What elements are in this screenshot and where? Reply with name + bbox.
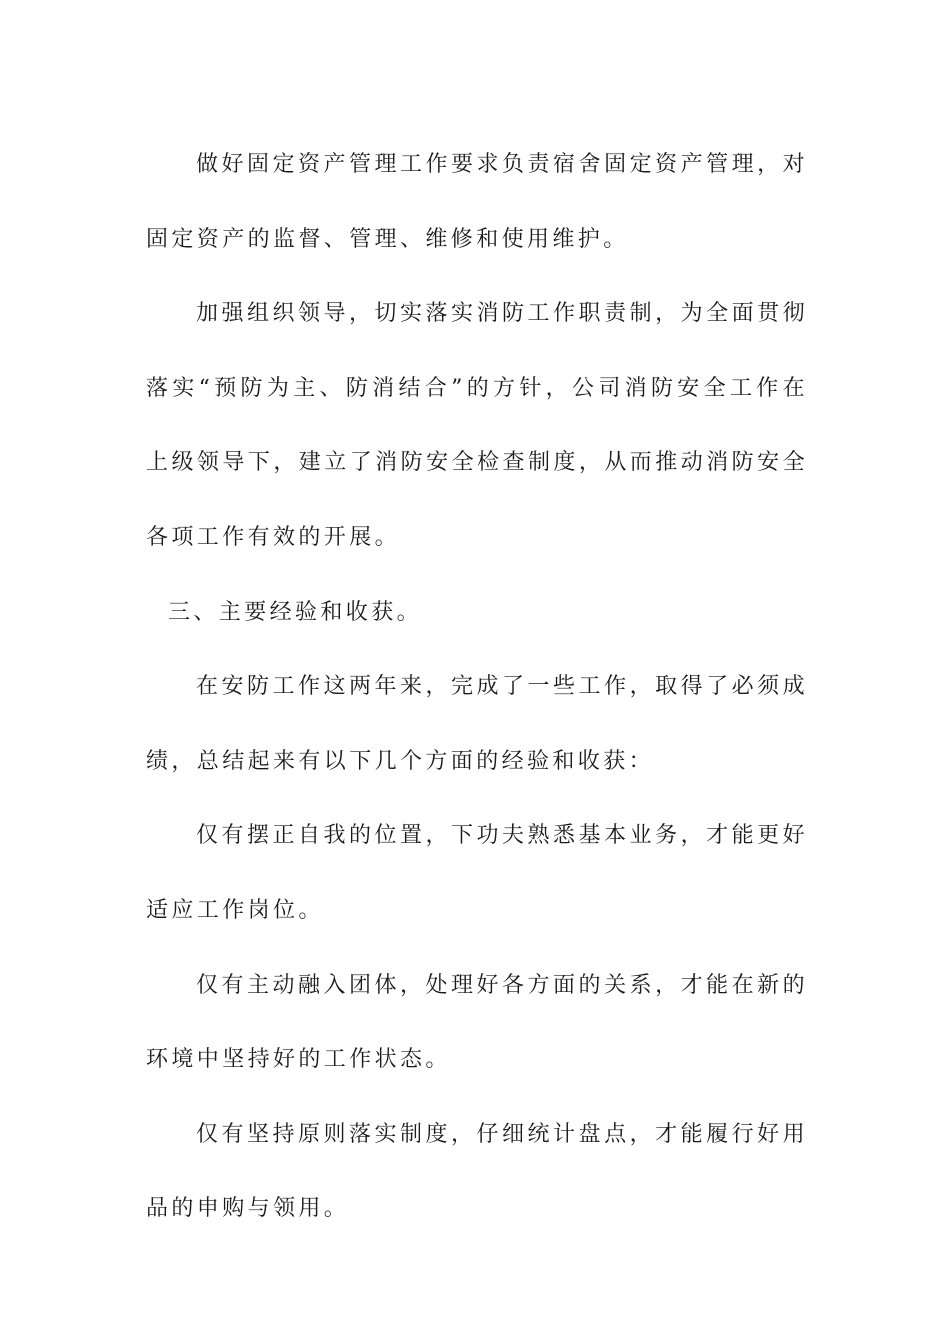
- paragraph-fixed-assets: 做好固定资产管理工作要求负责宿舍固定资产管理，对固定资产的监督、管理、维修和使用维护。: [146, 152, 808, 252]
- section-heading-experience: 三、主要经验和收获。: [168, 599, 423, 625]
- paragraph-position: 仅有摆正自我的位置，下功夫熟悉基本业务，才能更好适应工作岗位。: [146, 823, 808, 923]
- paragraph-summary: 在安防工作这两年来，完成了一些工作，取得了必须成绩，总结起来有以下几个方面的经验和收获：: [146, 674, 808, 774]
- document-body: [146, 128, 808, 1247]
- paragraph-fire-safety: 加强组织领导，切实落实消防工作职责制，为全面贯彻落实“预防为主、防消结合”的方针，公司消防安全工作在上级领导下，建立了消防安全检查制度，从而推动消防安全各项工作有效的开展。: [146, 301, 808, 550]
- paragraph-principle: 仅有坚持原则落实制度，仔细统计盘点，才能履行好用品的申购与领用。: [146, 1121, 808, 1222]
- paragraph-team: 仅有主动融入团体，处理好各方面的关系，才能在新的环境中坚持好的工作状态。: [146, 972, 808, 1073]
